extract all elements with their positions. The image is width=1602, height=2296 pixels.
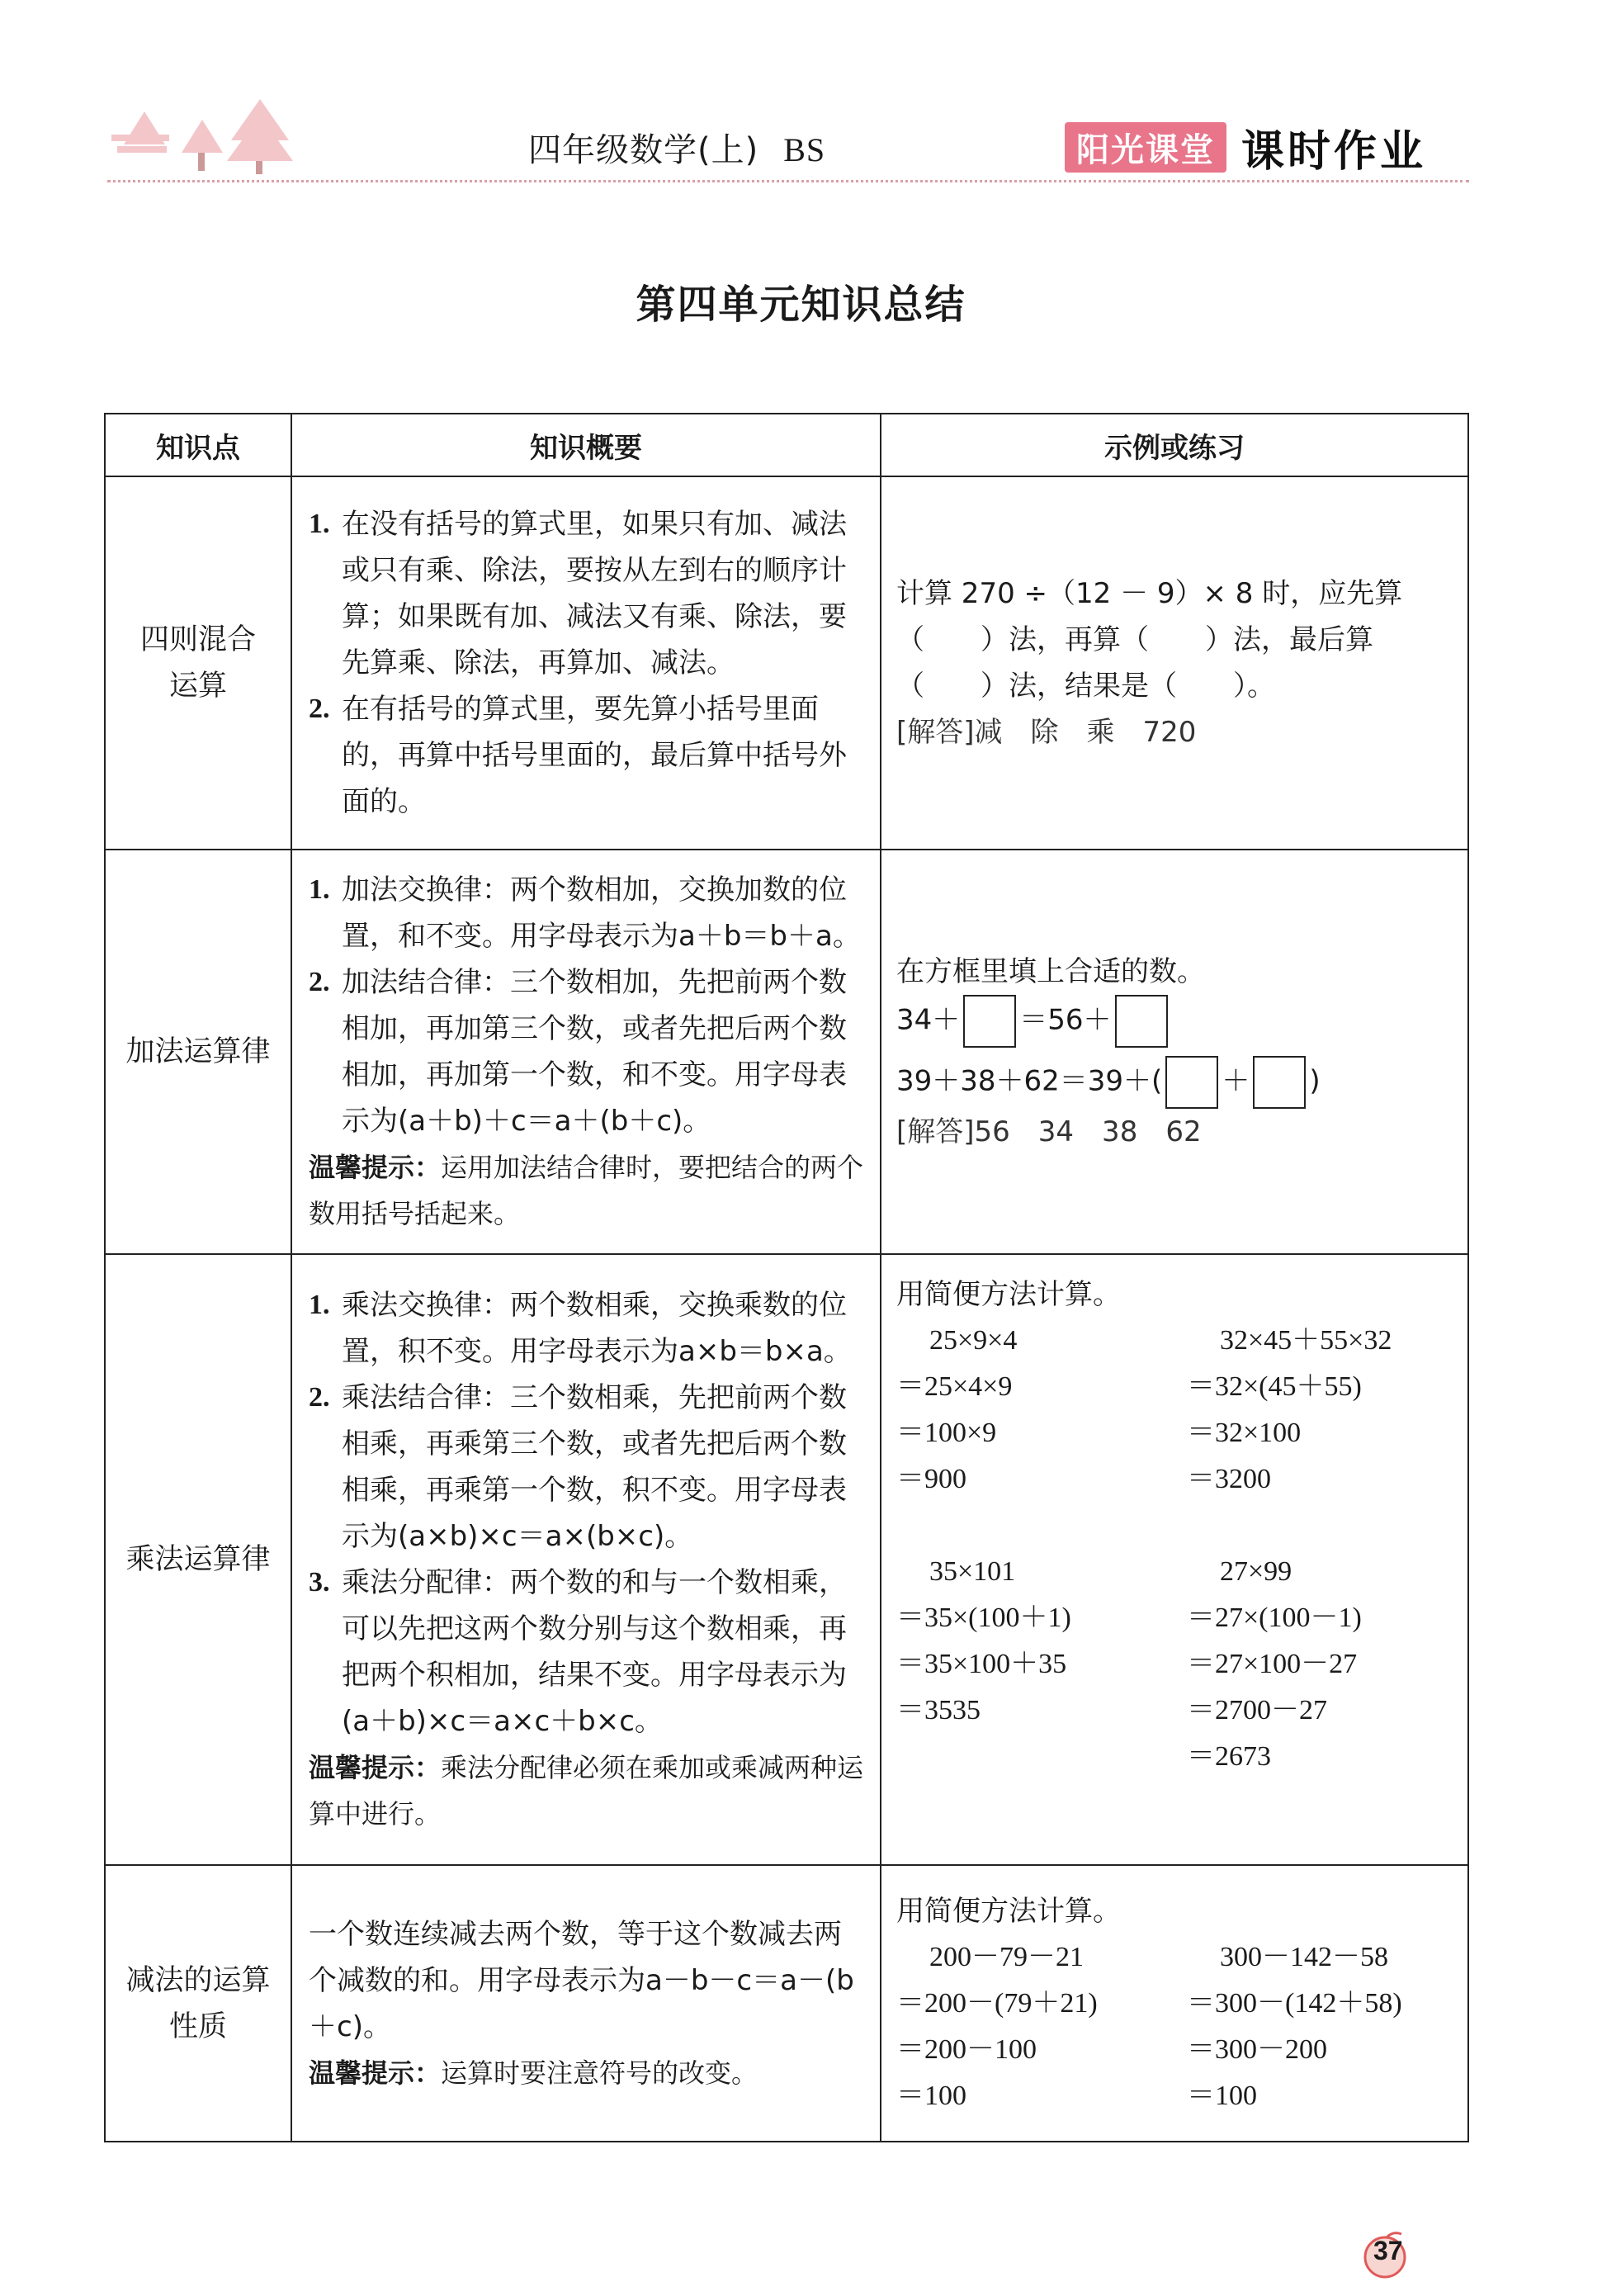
column-header: 知识点 <box>105 414 291 476</box>
brand-main: 课时作业 <box>1241 126 1427 177</box>
point-text: 乘法交换律：两个数相乘，交换乘数的位置，积不变。用字母表示为a×b＝b×a。 <box>342 1289 852 1368</box>
brand-logo <box>1065 118 1426 176</box>
answer-box[interactable] <box>1253 1056 1306 1109</box>
table-row <box>105 476 1468 850</box>
table-header-row <box>105 414 1468 476</box>
header-divider <box>107 180 1469 182</box>
topic-cell: 减法的运算 性质 <box>105 1865 291 2142</box>
tip-text: 温馨提示：运算时要注意符号的改变。 <box>309 2057 758 2089</box>
answer-text: [解答]减 除 乘 720 <box>896 716 1197 749</box>
brand-tag: 阳光课堂 <box>1065 122 1226 173</box>
table-row <box>105 850 1468 1254</box>
example-cell <box>881 1254 1468 1865</box>
page-number: 37 <box>1354 2229 1420 2279</box>
point-text: 一个数连续减去两个数，等于这个数减去两个减数的和。用字母表示为a－b－c＝a－(b＋c)。 <box>309 1917 854 2043</box>
equation-2: 39＋38＋62＝39＋( ＋ ) <box>896 1056 1453 1109</box>
content-cell <box>291 1865 881 2142</box>
example-question: 用简便方法计算。 <box>896 1894 1121 1928</box>
point-text: 在没有括号的算式里，如果只有加、减法或只有乘、除法，要按从左到右的顺序计算；如果既有加、减法又有乘、除法，要先算乘、除法，再算加、减法。 <box>342 508 847 679</box>
tip-text: 温馨提示：乘法分配律必须在乘加或乘减两种运算中进行。 <box>309 1752 864 1830</box>
example-question: 用简便方法计算。 <box>896 1278 1121 1311</box>
point-text: 乘法结合律：三个数相乘，先把前两个数相乘，再乘第三个数，或者先把后两个数相乘，再乘第一个数，积不变。用字母表示为(a×b)×c＝a×(b×c)。 <box>342 1381 847 1553</box>
point-text: 加法结合律：三个数相加，先把前两个数相加，再加第三个数，或者先把后两个数相加，再加第一个数，和不变。用字母表示为(a＋b)＋c＝a＋(b＋c)。 <box>342 966 847 1138</box>
tip-text: 温馨提示：运用加法结合律时，要把结合的两个数用括号括起来。 <box>309 1152 864 1229</box>
example-cell <box>881 1865 1468 2142</box>
answer-box[interactable] <box>1115 995 1168 1048</box>
answer-box[interactable] <box>963 995 1016 1048</box>
point-text: 乘法分配律：两个数的和与一个数相乘，可以先把这两个数分别与这个数相乘，再把两个积相加，结果不变。用字母表示为(a＋b)×c＝a×c＋b×c。 <box>342 1566 847 1738</box>
page-title: 第四单元知识总结 <box>636 282 966 328</box>
topic-cell: 乘法运算律 <box>105 1254 291 1865</box>
equation-1: 34＋ ＝56＋ <box>896 995 1453 1048</box>
header-subject: 四年级数学(上) BS <box>528 131 826 169</box>
summary-table <box>104 413 1469 2142</box>
table-row <box>105 1865 1468 2142</box>
tree-decoration-icon <box>107 95 297 178</box>
answer-text: [解答]56 34 38 62 <box>896 1115 1202 1148</box>
content-cell: 1. 在没有括号的算式里，如果只有加、减法或只有乘、除法，要按从左到右的顺序计算；如果既有加、减法又有乘、除法，要先算乘、除法，再算加、减法。 2. 在有括号的算式里，要先算小括号里面的，再算中括号里面的，最后算中括号外面的。 <box>291 476 881 850</box>
table-row <box>105 1254 1468 1865</box>
example-question: 计算 270 ÷（12 － 9）× 8 时，应先算（ ）法，再算（ ）法，最后算（ ）法，结果是（ ）。 <box>896 577 1403 703</box>
answer-box[interactable] <box>1165 1056 1218 1109</box>
column-header: 示例或练习 <box>881 414 1468 476</box>
page-header <box>0 0 1602 198</box>
topic-cell: 四则混合 运算 <box>105 476 291 850</box>
point-text: 在有括号的算式里，要先算小括号里面的，再算中括号里面的，最后算中括号外面的。 <box>342 693 847 818</box>
column-header: 知识概要 <box>291 414 881 476</box>
example-question: 在方框里填上合适的数。 <box>896 955 1205 988</box>
example-cell <box>881 850 1468 1254</box>
example-cell <box>881 476 1468 850</box>
topic-cell: 加法运算律 <box>105 850 291 1254</box>
calc-grid: 25×9×4 ＝25×4×9 ＝100×9 ＝900 35×101 ＝35×(100＋1) ＝35×100＋35 ＝3535 32×45＋55×32 ＝32×(45＋55) ＝32×100 ＝3200 27×99 ＝27×(100－1) ＝27×100－27 ＝2700－27 ＝2673 <box>896 1325 1392 1772</box>
calc-grid: 200－79－21 ＝200－(79＋21) ＝200－100 ＝100 300－142－58 ＝300－(142＋58) ＝300－200 ＝100 <box>896 1941 1402 2111</box>
content-cell: 1. 加法交换律：两个数相加，交换加数的位置，和不变。用字母表示为a＋b＝b＋a。 2. 加法结合律：三个数相加，先把前两个数相加，再加第三个数，或者先把后两个数相加，再加第一个数，和不变。用字母表示为(a＋b)＋c＝a＋(b＋c)。 温馨提示：运用加法结合律时，要把结合的两个数用括号括起来。 <box>291 850 881 1254</box>
point-text: 加法交换律：两个数相加，交换加数的位置，和不变。用字母表示为a＋b＝b＋a。 <box>342 873 861 953</box>
content-cell: 1. 乘法交换律：两个数相乘，交换乘数的位置，积不变。用字母表示为a×b＝b×a。 2. 乘法结合律：三个数相乘，先把前两个数相乘，再乘第三个数，或者先把后两个数相乘，再乘第一个数，积不变。用字母表示为(a×b)×c＝a×(b×c)。 3. 乘法分配律：两个数的和与一个数相乘，可以先把这两个数分别与这个数相乘，再把两个积相加，结果不变。用字母表示为(a＋b)×c＝a×c＋b×c。 温馨提示：乘法分配律必须在乘加或乘减两种运算中进行。 <box>291 1254 881 1865</box>
